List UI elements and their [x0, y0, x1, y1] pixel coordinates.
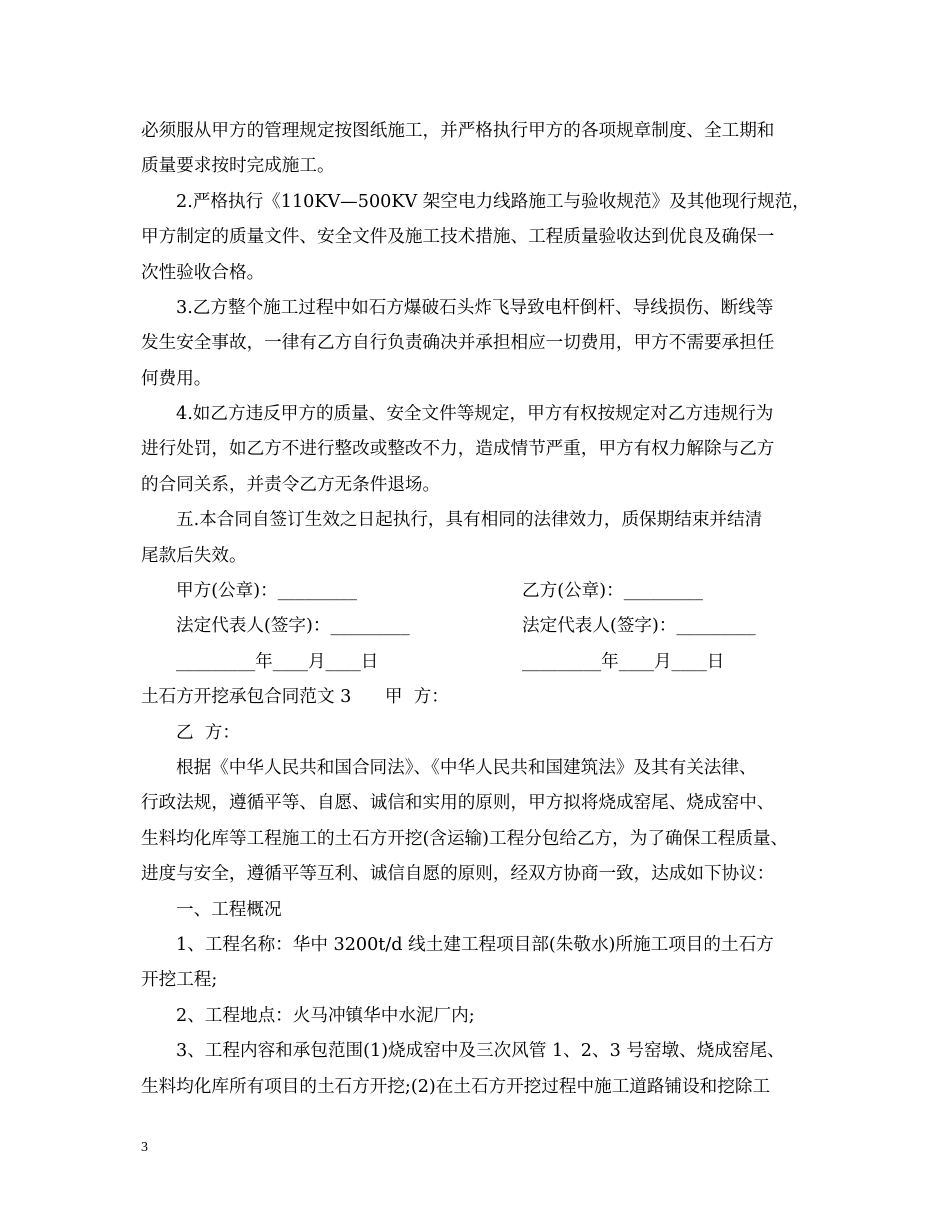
- paragraph-line: 1、工程名称：华中 3200t/d 线土建工程项目部(朱敬水)所施工项目的土石方: [176, 935, 774, 955]
- party-b-date: _________年____月____日: [522, 652, 725, 672]
- paragraph-line: 发生安全事故，一律有乙方自行负责确决并承担相应一切费用，甲方不需要承担任: [141, 333, 775, 353]
- paragraph-line: 4.如乙方违反甲方的质量、安全文件等规定，甲方有权按规定对乙方违规行为: [176, 404, 774, 424]
- section-title: 土石方开挖承包合同范文 3 甲 方：: [141, 687, 449, 707]
- paragraph-line: 根据《中华人民共和国合同法》、《中华人民共和国建筑法》及其有关法律、: [176, 758, 757, 778]
- paragraph-line: 的合同关系，并责令乙方无条件退场。: [141, 475, 441, 495]
- paragraph-line: 尾款后失效。: [141, 546, 247, 566]
- paragraph-line: 2.严格执行《110KV—500KV 架空电力线路施工与验收规范》及其他现行规范，: [176, 192, 810, 212]
- party-b-seal: 乙方(公章)：_________: [522, 581, 703, 601]
- paragraph-line: 进度与安全，遵循平等互利、诚信自愿的原则，经双方协商一致，达成如下协议：: [141, 864, 775, 884]
- paragraph-line: 次性验收合格。: [141, 263, 265, 283]
- paragraph-line: 开挖工程;: [141, 970, 218, 990]
- paragraph-line: 行政法规，遵循平等、自愿、诚信和实用的原则，甲方拟将烧成窑尾、烧成窑中、: [141, 793, 775, 813]
- paragraph-line: 何费用。: [141, 369, 212, 389]
- paragraph-line: 3.乙方整个施工过程中如石方爆破石头炸飞导致电杆倒杆、导线损伤、断线等: [176, 298, 774, 318]
- page-number: 3: [141, 1140, 148, 1155]
- section-heading: 一、工程概况: [176, 900, 282, 920]
- party-a-representative: 法定代表人(签字)：_________: [176, 616, 410, 636]
- paragraph-line: 乙 方：: [176, 723, 240, 743]
- paragraph-line: 2、工程地点：火马冲镇华中水泥厂内;: [176, 1006, 475, 1026]
- paragraph-line: 必须服从甲方的管理规定按图纸施工，并严格执行甲方的各项规章制度、全工期和: [141, 121, 775, 141]
- party-a-date: _________年____月____日: [176, 652, 379, 672]
- paragraph-line: 3、工程内容和承包范围(1)烧成窑中及三次风管 1、2、3 号窑墩、烧成窑尾、: [176, 1041, 785, 1061]
- paragraph-line: 五.本合同自签订生效之日起执行，具有相同的法律效力，质保期结束并结清: [176, 510, 763, 530]
- paragraph-line: 生料均化库所有项目的土石方开挖;(2)在土石方开挖过程中施工道路铺设和挖除工: [141, 1077, 771, 1097]
- paragraph-line: 甲方制定的质量文件、安全文件及施工技术措施、工程质量验收达到优良及确保一: [141, 227, 775, 247]
- paragraph-line: 生料均化库等工程施工的土石方开挖(含运输)工程分包给乙方，为了确保工程质量、: [141, 829, 789, 849]
- paragraph-line: 进行处罚，如乙方不进行整改或整改不力，造成情节严重，甲方有权力解除与乙方: [141, 439, 775, 459]
- party-a-seal: 甲方(公章)：_________: [176, 581, 357, 601]
- paragraph-line: 质量要求按时完成施工。: [141, 156, 335, 176]
- party-b-representative: 法定代表人(签字)：_________: [522, 616, 756, 636]
